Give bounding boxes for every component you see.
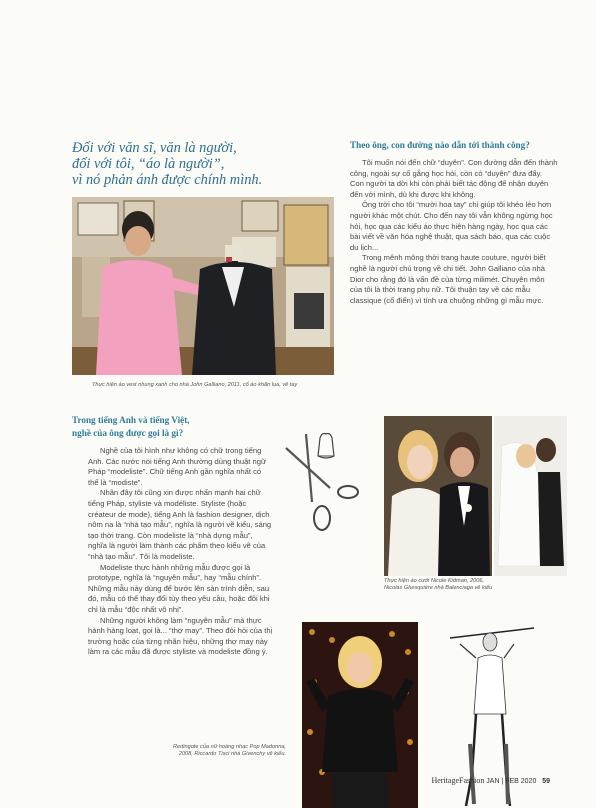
- scissors-icon: [282, 430, 372, 540]
- paragraph: Nghề của tôi hình như không có chữ trong tiếng Anh. Các nước nói tiếng Anh thường dùng thuật ngữ Pháp “modeliste”. Chữ tiếng Anh gần nghĩa nhất có thể là “modiste”.: [88, 446, 267, 487]
- page-number: 59: [542, 778, 550, 785]
- pull-quote: [72, 140, 302, 188]
- paragraph: Ông trời cho tôi “mười hoa tay” chỉ giúp tôi khéo léo hơn người khác một chút. Cho đến nay tôi vẫn không ngừng học hỏi, học qua các kiểu áo thực hiện hàng ngày, học qua các bài viết về văn hóa nghệ thuật, qua sách báo, qua các cuộc du lịch...: [350, 200, 553, 252]
- page-footer: [431, 776, 550, 785]
- quote-line: Đối với văn sĩ, văn là người,: [72, 140, 237, 156]
- q1-body: [350, 158, 558, 306]
- paragraph: Trong mênh mông thời trang haute couture, người biết nghề là người chú trọng về chi tiết. John Galliano của nhà Dior cho rằng đó là vấn đề của từng milimét. Chuyên môn của tôi là thời trang phụ nữ. Tôi thuận tay về các mẫu classique (cổ điển) vì tính ưa chuộng những gì mẫu mực.: [350, 253, 546, 305]
- madonna-photo: [302, 622, 418, 808]
- caption-line: Redingote của nữ hoàng nhạc Pop Madonna,: [172, 744, 286, 750]
- tailor-photo-caption: Thực hiện áo vest nhung xanh cho nhà John Galliano, 2011, cổ áo khăn lụa, vẽ tay: [92, 382, 298, 388]
- paragraph: Modeliste thực hành những mẫu được gọi là prototype, nghĩa là “nguyên mẫu”, hay “mẫu chính”. Những mẫu này dùng để bước lên sàn trình diễn, sau đó, mẫu có thể thay đổi tùy theo yêu cầu, hoặc đôi khi chỉ là mẫu “độc nhất vô nhị”.: [88, 562, 270, 614]
- q1-heading: Theo ông, con đường nào dẫn tới thành công?: [350, 140, 530, 150]
- paragraph: Nhân đây tôi cũng xin được nhấn mạnh hai chữ tiếng Pháp, styliste và modéliste. Styliste (hoặc créateur de mode), tiếng Anh là fashion designer, dịch nôm na là “nhà tạo mẫu”, nghĩa là người vẽ kiểu, sáng tạo thời trang. Còn modeliste là “nhà dựng mẫu”, nghĩa là người làm thành các phẩm theo kiểu vẽ của “nhà tạo mẫu”. Tôi là modeliste.: [88, 488, 272, 561]
- quote-line: đối với tôi, “áo là người”,: [72, 156, 225, 172]
- magazine-name: HeritageFashion: [431, 776, 485, 785]
- caption-line: 2008, Riccardo Tisci nhà Givenchy vẽ kiểu.: [178, 751, 286, 758]
- heading-line: nghề của ông được gọi là gì?: [72, 428, 184, 438]
- caption-line: Thực hiện áo cưới Nicole Kidman, 2006,: [384, 578, 485, 584]
- wedding-photo-caption: [384, 578, 567, 593]
- heading-line: Trong tiếng Anh và tiếng Việt,: [72, 415, 190, 425]
- tailor-photo: [72, 197, 334, 375]
- q2-heading: [72, 414, 292, 440]
- quote-line: vì nó phản ánh được chính mình.: [72, 172, 263, 188]
- paragraph: Những người không làm “nguyên mẫu” mà thực hành hàng loạt, gọi là... “thợ may”. Theo đòi hỏi của thị trường hoặc của từng nhãn hiệu, những thợ may này làm ra các mẫu đã được styliste và modeliste đồng ý.: [88, 615, 273, 657]
- paragraph: Tôi muốn nói đến chữ “duyên”. Con đường dẫn đến thành công, ngoài sự cố gắng học hỏi, còn có “duyên” đưa đẩy. Con người ta dời khi còn phải biết tác động để nhận duyên đến với mình, dù khi được khi không.: [350, 158, 558, 199]
- issue-label: JAN | FEB 2020: [486, 778, 537, 785]
- q2-body: [88, 446, 273, 658]
- madonna-photo-caption: [140, 744, 286, 759]
- caption-line: Nicolas Ghesquière nhà Balenciaga vẽ kiểu: [384, 585, 493, 592]
- wedding-photo: [384, 416, 567, 576]
